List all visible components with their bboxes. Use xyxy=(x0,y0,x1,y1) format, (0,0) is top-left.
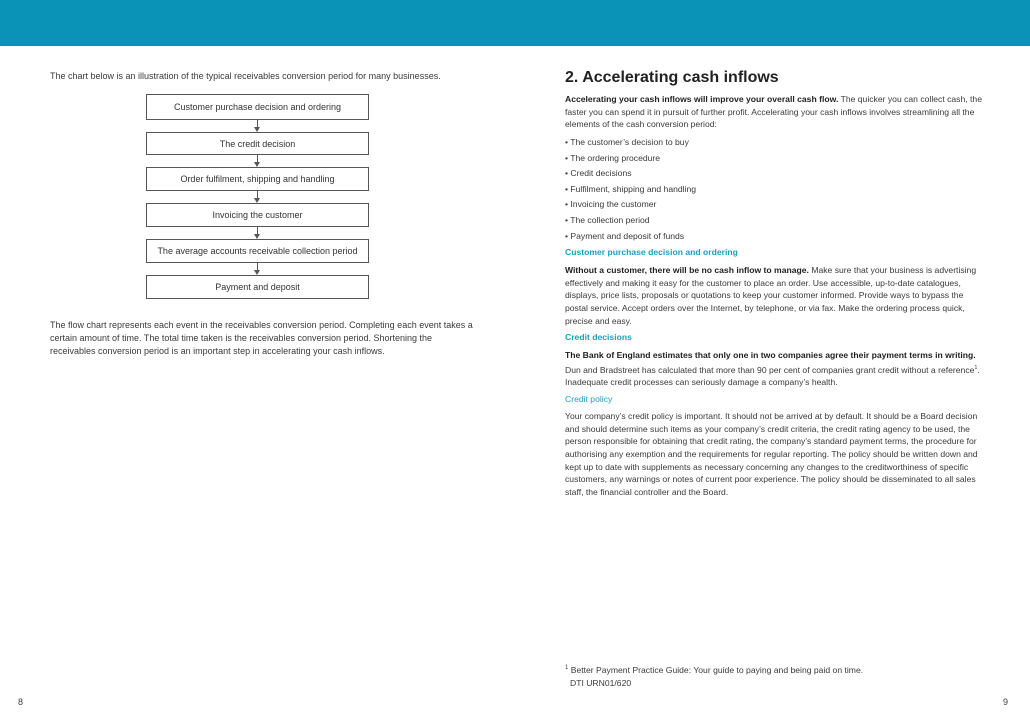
left-paragraph: The flow chart represents each event in the receivables conversion period. Completing each event takes a certain amount of time. The total time taken is the receivables conversion period. Shortening the receivables conversion period is an important step in accelerating your cash inflows. xyxy=(50,320,473,356)
footnote xyxy=(565,664,985,690)
footnote-marker: 1 xyxy=(565,665,569,671)
page-number-left: 8 xyxy=(18,697,24,707)
bullet-item: • The collection period xyxy=(565,215,650,226)
ordering-paragraph xyxy=(565,264,985,328)
footnote-line2: DTI URN01/620 xyxy=(570,678,632,688)
credit-policy-paragraph: Your company’s credit policy is important. It should not be arrived at by default. It should be a Board decision and should determine such items as your company’s credit criteria, the credit rating agency to be used, the person responsible for obtaining that credit rating, the company’s standard payment terms, the procedure for authorising any exemption and the requirements for regular reporting. The policy should be written down and kept up to date with supplements as necessary concerning any changes to the creditworthiness of specific customers, any warnings or notes of current poor experience. The policy should be disseminated to all sales staff, the financial controller and the Board. xyxy=(565,410,978,498)
bullet-item: • The ordering procedure xyxy=(565,152,661,163)
right-column xyxy=(565,68,985,503)
ordering-bold: Without a customer, there will be no cash inflow to manage. xyxy=(565,264,809,275)
left-intro-text: The chart below is an illustration of the typical receivables conversion period for many businesses. xyxy=(50,71,441,81)
bullet-item: • Credit decisions xyxy=(565,168,632,179)
intro-rest: The quicker you can collect cash, the faster you can spend it in pursuit of further profit. Accelerating your cash inflows involves streamlining all the elements of the cash conversion period: xyxy=(565,94,982,130)
flow-step-fulfilment: Order fulfilment, shipping and handling xyxy=(146,167,369,191)
bullet-item: • Payment and deposit of funds xyxy=(565,230,685,241)
intro-bold: Accelerating your cash inflows will improve your overall cash flow. xyxy=(565,94,839,104)
subheading-ordering: Customer purchase decision and ordering xyxy=(565,247,738,258)
intro-paragraph xyxy=(565,93,985,131)
credit-end: . Inadequate credit processes can seriously damage a company’s health. xyxy=(565,364,980,388)
credit-mid: Dun and Bradstreet has calculated that more than 90 per cent of companies grant credit without a reference xyxy=(565,364,975,375)
ordering-rest: Make sure that your business is advertising effectively and making it easy for the customer to place an order. Use accessible, up-to-date catalogues, displays, price lists, proposals or quotations to keep your customer informed. Provide ways to bypass the postal service. Accept orders over the Internet, by telephone, or via fax. Make the ordering process quick, precise and easy. xyxy=(565,264,977,326)
flow-chart xyxy=(146,94,370,299)
flow-step-invoicing: Invoicing the customer xyxy=(146,203,369,227)
flow-step-credit: The credit decision xyxy=(146,132,369,155)
footnote-ref: 1 xyxy=(974,364,978,371)
subheading-credit-decisions: Credit decisions xyxy=(565,332,632,343)
flow-arrow xyxy=(146,263,369,275)
credit-bold: The Bank of England estimates that only one in two companies agree their payment terms in writing. xyxy=(565,350,976,361)
bullet-item: • The customer’s decision to buy xyxy=(565,137,689,148)
flow-arrow xyxy=(146,227,369,239)
flow-arrow xyxy=(146,155,369,167)
footnote-line1: Better Payment Practice Guide: Your guide to paying and being paid on time. xyxy=(570,665,864,675)
section-heading: 2. Accelerating cash inflows xyxy=(565,69,779,86)
bullet-list xyxy=(565,135,985,244)
flow-arrow xyxy=(146,120,369,132)
flow-arrow xyxy=(146,191,369,203)
header-bar xyxy=(0,0,1030,46)
subheading-credit-policy: Credit policy xyxy=(565,394,613,405)
bullet-item: • Invoicing the customer xyxy=(565,199,657,210)
bullet-item: • Fulfilment, shipping and handling xyxy=(565,183,697,194)
credit-decisions-paragraph xyxy=(565,349,985,389)
flow-step-ordering: Customer purchase decision and ordering xyxy=(146,94,369,120)
page-number-right: 9 xyxy=(1003,697,1009,707)
flow-step-payment: Payment and deposit xyxy=(146,275,369,299)
flow-step-collection: The average accounts receivable collection period xyxy=(146,239,369,263)
